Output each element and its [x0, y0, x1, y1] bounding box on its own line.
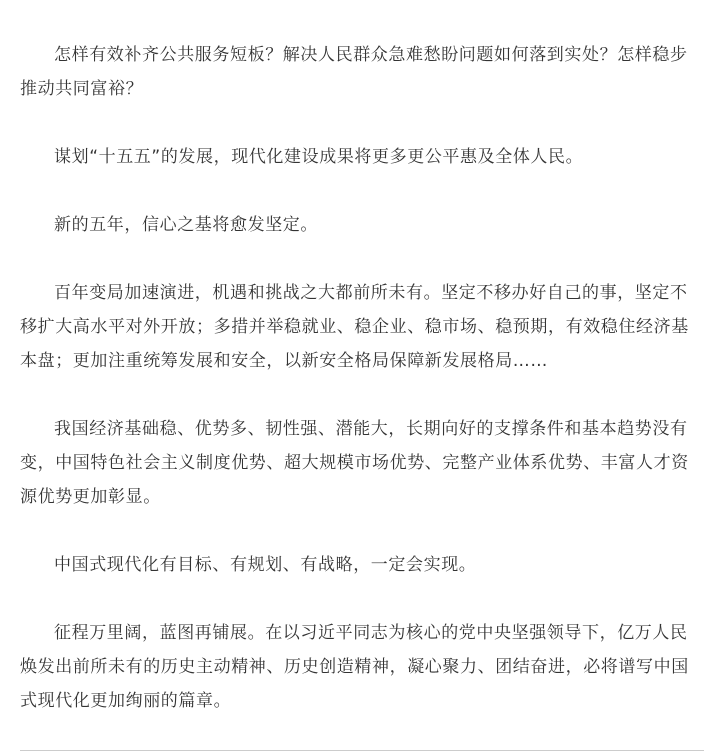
paragraph-5: 我国经济基础稳、优势多、韧性强、潜能大，长期向好的支撑条件和基本趋势没有变，中国特色社会主义制度优势、超大规模市场优势、完整产业体系优势、丰富人才资源优势更加彰显。 [20, 419, 689, 507]
paragraph-1: 怎样有效补齐公共服务短板？解决人民群众急难愁盼问题如何落到实处？怎样稳步推动共同富裕？ [20, 45, 688, 99]
paragraph-7: 征程万里阔，蓝图再铺展。在以习近平同志为核心的党中央坚强领导下，亿万人民焕发出前所未有的历史主动精神、历史创造精神，凝心聚力、团结奋进，必将谱写中国式现代化更加绚丽的篇章。 [20, 623, 689, 711]
paragraph-4: 百年变局加速演进，机遇和挑战之大都前所未有。坚定不移办好自己的事，坚定不移扩大高水平对外开放；多措并举稳就业、稳企业、稳市场、稳预期，有效稳住经济基本盘；更加注重统筹发展和安全，以新安全格局保障新发展格局…… [20, 283, 689, 371]
paragraph-3: 新的五年，信心之基将愈发坚定。 [54, 215, 318, 235]
paragraph-6: 中国式现代化有目标、有规划、有战略，一定会实现。 [54, 555, 477, 575]
bottom-divider [20, 750, 704, 751]
paragraph-2: 谋划“十五五”的发展，现代化建设成果将更多更公平惠及全体人民。 [54, 147, 584, 167]
